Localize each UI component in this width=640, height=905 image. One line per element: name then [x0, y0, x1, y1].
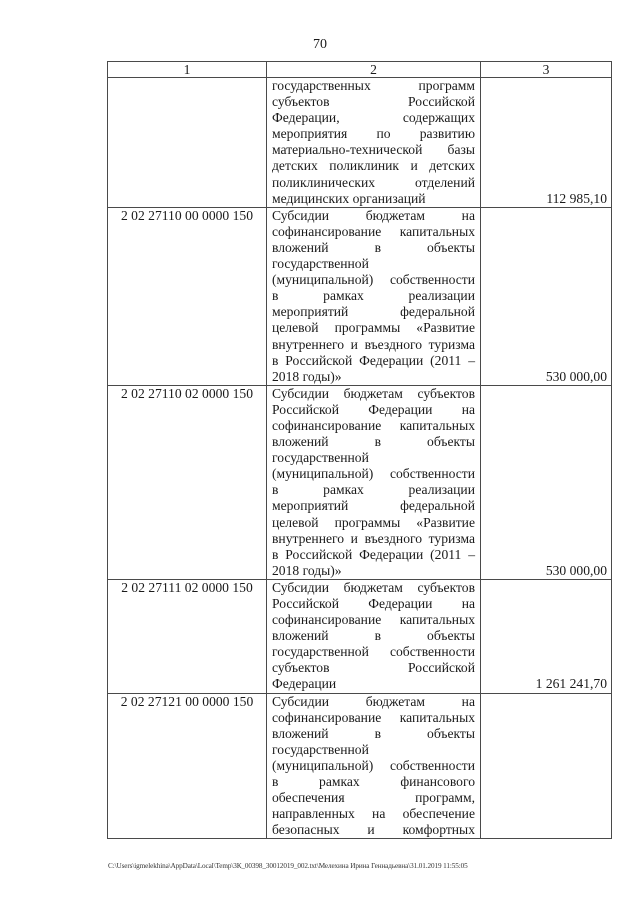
description-line: в рамках реализации [272, 482, 475, 498]
budget-table [107, 61, 612, 839]
row-code: 2 02 27110 00 0000 150 [108, 207, 267, 385]
table-row [108, 693, 612, 839]
description-line: обеспечения программ, [272, 790, 475, 806]
description-line: софинансирование капитальных [272, 612, 475, 628]
description-line: Субсидии бюджетам на [272, 207, 475, 223]
description-line: (муниципальной) собственности [272, 272, 475, 288]
description-line: вложений в объекты [272, 434, 475, 450]
description-line: государственной собственности [272, 644, 475, 660]
description-line: Российской Федерации на [272, 401, 475, 417]
description-line: вложений в объекты [272, 239, 475, 255]
description-line: Российской Федерации на [272, 596, 475, 611]
description-line: внутреннего и въездного туризма [272, 530, 475, 546]
row-description [267, 385, 481, 579]
description-line: вложений в объекты [272, 628, 475, 644]
description-line: государственной [272, 450, 369, 466]
description-line: Федерации [272, 676, 337, 692]
description-line: мероприятий федеральной [272, 304, 475, 320]
description-line: вложений в объекты [272, 725, 475, 741]
description-line: в Российской Федерации (2011 – [272, 352, 475, 368]
row-description [267, 579, 481, 693]
row-description [267, 693, 481, 839]
row-amount [481, 693, 612, 839]
description-line: мероприятия по развитию [272, 126, 475, 142]
description-line: Федерации, содержащих [272, 110, 475, 126]
description-line: направленных на обеспечение [272, 806, 475, 822]
table-header-row [108, 62, 612, 78]
table-row [108, 579, 612, 693]
page-number: 70 [313, 37, 327, 52]
description-line: (муниципальной) собственности [272, 466, 475, 482]
row-description [267, 207, 481, 385]
column-header-description: 2 [267, 62, 481, 78]
row-code: 2 02 27110 02 0000 150 [108, 385, 267, 579]
description-line: 2018 годы)» [272, 562, 342, 578]
row-amount: 1 261 241,70 [481, 579, 612, 693]
row-amount: 530 000,00 [481, 385, 612, 579]
column-header-amount: 3 [481, 62, 612, 78]
description-line: детских поликлиник и детских [272, 158, 475, 174]
row-amount: 530 000,00 [481, 207, 612, 385]
table-row [108, 78, 612, 208]
description-line: медицинских организаций [272, 190, 426, 206]
row-description [267, 78, 481, 208]
description-line: целевой программы «Развитие [272, 320, 475, 336]
description-line: материально-технической базы [272, 142, 475, 158]
description-line: Субсидии бюджетам субъектов [272, 579, 475, 595]
description-line: 2018 годы)» [272, 368, 342, 384]
table-row [108, 207, 612, 385]
row-code: 2 02 27121 00 0000 150 [108, 693, 267, 839]
description-line: безопасных и комфортных [272, 822, 475, 838]
description-line: в Российской Федерации (2011 – [272, 546, 475, 562]
description-line: субъектов Российской [272, 660, 475, 676]
description-line: в рамках реализации [272, 288, 475, 304]
description-line: софинансирование капитальных [272, 417, 475, 433]
description-line: государственных программ [272, 78, 475, 93]
description-line: целевой программы «Развитие [272, 514, 475, 530]
row-code [108, 78, 267, 208]
description-line: Субсидии бюджетам на [272, 693, 475, 709]
description-line: государственной [272, 741, 369, 757]
description-line: софинансирование капитальных [272, 709, 475, 725]
description-line: внутреннего и въездного туризма [272, 336, 475, 352]
row-amount: 112 985,10 [481, 78, 612, 208]
file-path-footer: C:\Users\igmelekhina\AppData\Local\Temp\3К_00398_30012019_002.txt\Мелехина Ирина Геннадьевна\31.01.2019 11:55:05 [108, 862, 468, 870]
description-line: в рамках финансового [272, 774, 475, 790]
description-line: (муниципальной) собственности [272, 757, 475, 773]
table-row [108, 385, 612, 579]
description-line: поликлинических отделений [272, 174, 475, 190]
description-line: Субсидии бюджетам субъектов [272, 385, 475, 401]
row-code: 2 02 27111 02 0000 150 [108, 579, 267, 693]
description-line: субъектов Российской [272, 94, 475, 110]
column-header-code: 1 [108, 62, 267, 78]
description-line: мероприятий федеральной [272, 498, 475, 514]
description-line: софинансирование капитальных [272, 223, 475, 239]
description-line: государственной [272, 256, 369, 272]
